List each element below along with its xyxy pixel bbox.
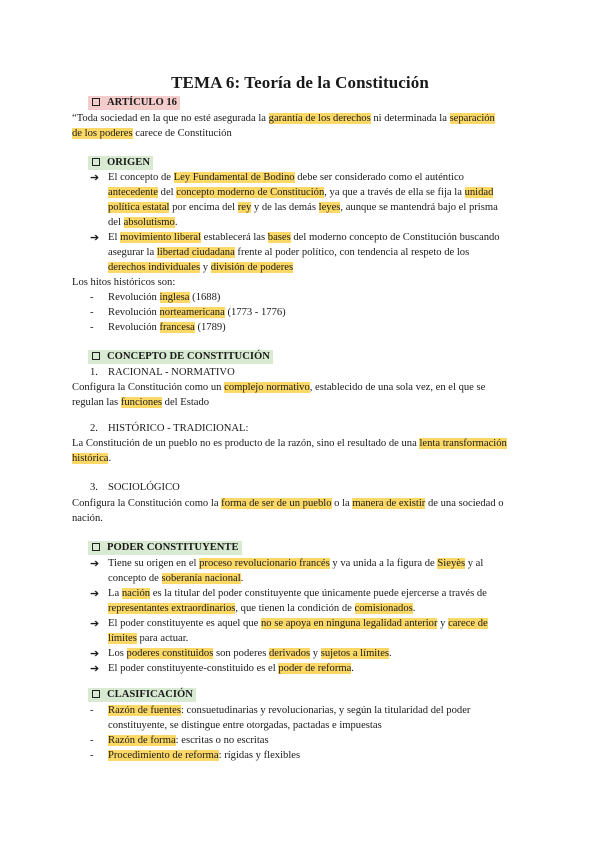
list-number: 1. bbox=[90, 367, 98, 378]
origen-b1-line1: El concepto de Ley Fundamental de Bodino debe ser considerado como el auténtico bbox=[108, 172, 464, 183]
list-number: 3. bbox=[90, 482, 98, 493]
origen-b1-line4: del absolutismo. bbox=[108, 217, 178, 228]
clasif-i1-line1: Razón de fuentes: consuetudinarias y revolucionarias, y según la titularidad del poder bbox=[108, 705, 471, 716]
quote-line-2: de los poderes carece de Constitución bbox=[72, 128, 232, 139]
section-heading-clasificacion: CLASIFICACIÓN bbox=[88, 688, 196, 702]
dash-bullet: - bbox=[90, 307, 94, 318]
arrow-bullet-icon: ➔ bbox=[90, 588, 100, 600]
page-title: TEMA 6: Teoría de la Constitución bbox=[171, 73, 429, 92]
arrow-bullet-icon: ➔ bbox=[90, 232, 100, 244]
dash-bullet: - bbox=[90, 735, 94, 746]
clasif-i2: Razón de forma: escritas o no escritas bbox=[108, 735, 269, 746]
hito-item-2: Revolución norteamericana (1773 - 1776) bbox=[108, 307, 286, 318]
dash-bullet: - bbox=[90, 750, 94, 761]
clasif-i3: Procedimiento de reforma: rígidas y flexibles bbox=[108, 750, 301, 761]
checkbox-icon[interactable] bbox=[92, 543, 100, 551]
section-heading-origen: ORIGEN bbox=[88, 156, 153, 170]
hitos-intro: Los hitos históricos son: bbox=[72, 277, 176, 288]
section-heading-poder: PODER CONSTITUYENTE bbox=[88, 541, 242, 555]
poder-b2-line1: La nación es la titular del poder constituyente que únicamente puede ejercerse a través de bbox=[108, 588, 487, 599]
arrow-bullet-icon: ➔ bbox=[90, 648, 100, 660]
dash-bullet: - bbox=[90, 292, 94, 303]
poder-b3-line1: El poder constituyente es aquel que no se apoya en ninguna legalidad anterior y carece de bbox=[108, 618, 488, 629]
checkbox-icon[interactable] bbox=[92, 352, 100, 360]
checkbox-icon[interactable] bbox=[92, 690, 100, 698]
historico-line1: La Constitución de un pueblo no es producto de la razón, sino el resultado de una lenta transformación bbox=[72, 438, 507, 449]
historico-line2: histórica. bbox=[72, 453, 112, 464]
arrow-bullet-icon: ➔ bbox=[90, 618, 100, 630]
dash-bullet: - bbox=[90, 705, 94, 716]
subheading-sociologico: SOCIOLÓGICO bbox=[108, 482, 180, 493]
racional-line1: Configura la Constitución como un complejo normativo, establecido de una sola vez, en el que se bbox=[72, 382, 486, 393]
clasif-i1-line2: constituyente, se distingue entre otorgadas, pactadas e impuestas bbox=[108, 720, 382, 731]
section-heading-concepto: CONCEPTO DE CONSTITUCIÓN bbox=[88, 350, 273, 364]
racional-line2: regulan las funciones del Estado bbox=[72, 397, 210, 408]
hito-item-1: Revolución inglesa (1688) bbox=[108, 292, 221, 303]
section-heading-articulo: ARTÍCULO 16 bbox=[88, 96, 180, 110]
dash-bullet: - bbox=[90, 322, 94, 333]
poder-b5-line1: El poder constituyente-constituido es el poder de reforma. bbox=[108, 663, 354, 674]
list-number: 2. bbox=[90, 423, 98, 434]
subheading-historico: HISTÓRICO - TRADICIONAL: bbox=[108, 423, 249, 434]
arrow-bullet-icon: ➔ bbox=[90, 558, 100, 570]
poder-b1-line1: Tiene su origen en el proceso revolucionario francés y va unida a la figura de Sieyès y al bbox=[108, 558, 484, 569]
sociologico-line1: Configura la Constitución como la forma de ser de un pueblo o la manera de existir de una sociedad o bbox=[72, 498, 504, 509]
poder-b4-line1: Los poderes constituidos son poderes derivados y sujetos a límites. bbox=[108, 648, 392, 659]
poder-b3-line2: límites para actuar. bbox=[108, 633, 189, 644]
arrow-bullet-icon: ➔ bbox=[90, 172, 100, 184]
checkbox-icon[interactable] bbox=[92, 98, 100, 106]
hito-item-3: Revolución francesa (1789) bbox=[108, 322, 226, 333]
checkbox-icon[interactable] bbox=[92, 158, 100, 166]
poder-b2-line2: representantes extraordinarios, que tienen la condición de comisionados. bbox=[108, 603, 416, 614]
quote-line-1: “Toda sociedad en la que no esté asegurada la garantía de los derechos ni determinada la separación bbox=[72, 113, 495, 124]
origen-b2-line1: El movimiento liberal establecerá las bases del moderno concepto de Constitución buscando bbox=[108, 232, 500, 243]
origen-b1-line2: antecedente del concepto moderno de Constitución, ya que a través de ella se fija la unidad bbox=[108, 187, 494, 198]
origen-b2-line3: derechos individuales y división de poderes bbox=[108, 262, 294, 273]
sociologico-line2: nación. bbox=[72, 513, 103, 524]
origen-b1-line3: política estatal por encima del rey y de las demás leyes, aunque se mantendrá bajo el prisma bbox=[108, 202, 498, 213]
origen-b2-line2: asegurar la libertad ciudadana frente al poder político, con tendencia al respeto de los bbox=[108, 247, 470, 258]
arrow-bullet-icon: ➔ bbox=[90, 663, 100, 675]
poder-b1-line2: concepto de soberanía nacional. bbox=[108, 573, 244, 584]
subheading-racional: RACIONAL - NORMATIVO bbox=[108, 367, 235, 378]
